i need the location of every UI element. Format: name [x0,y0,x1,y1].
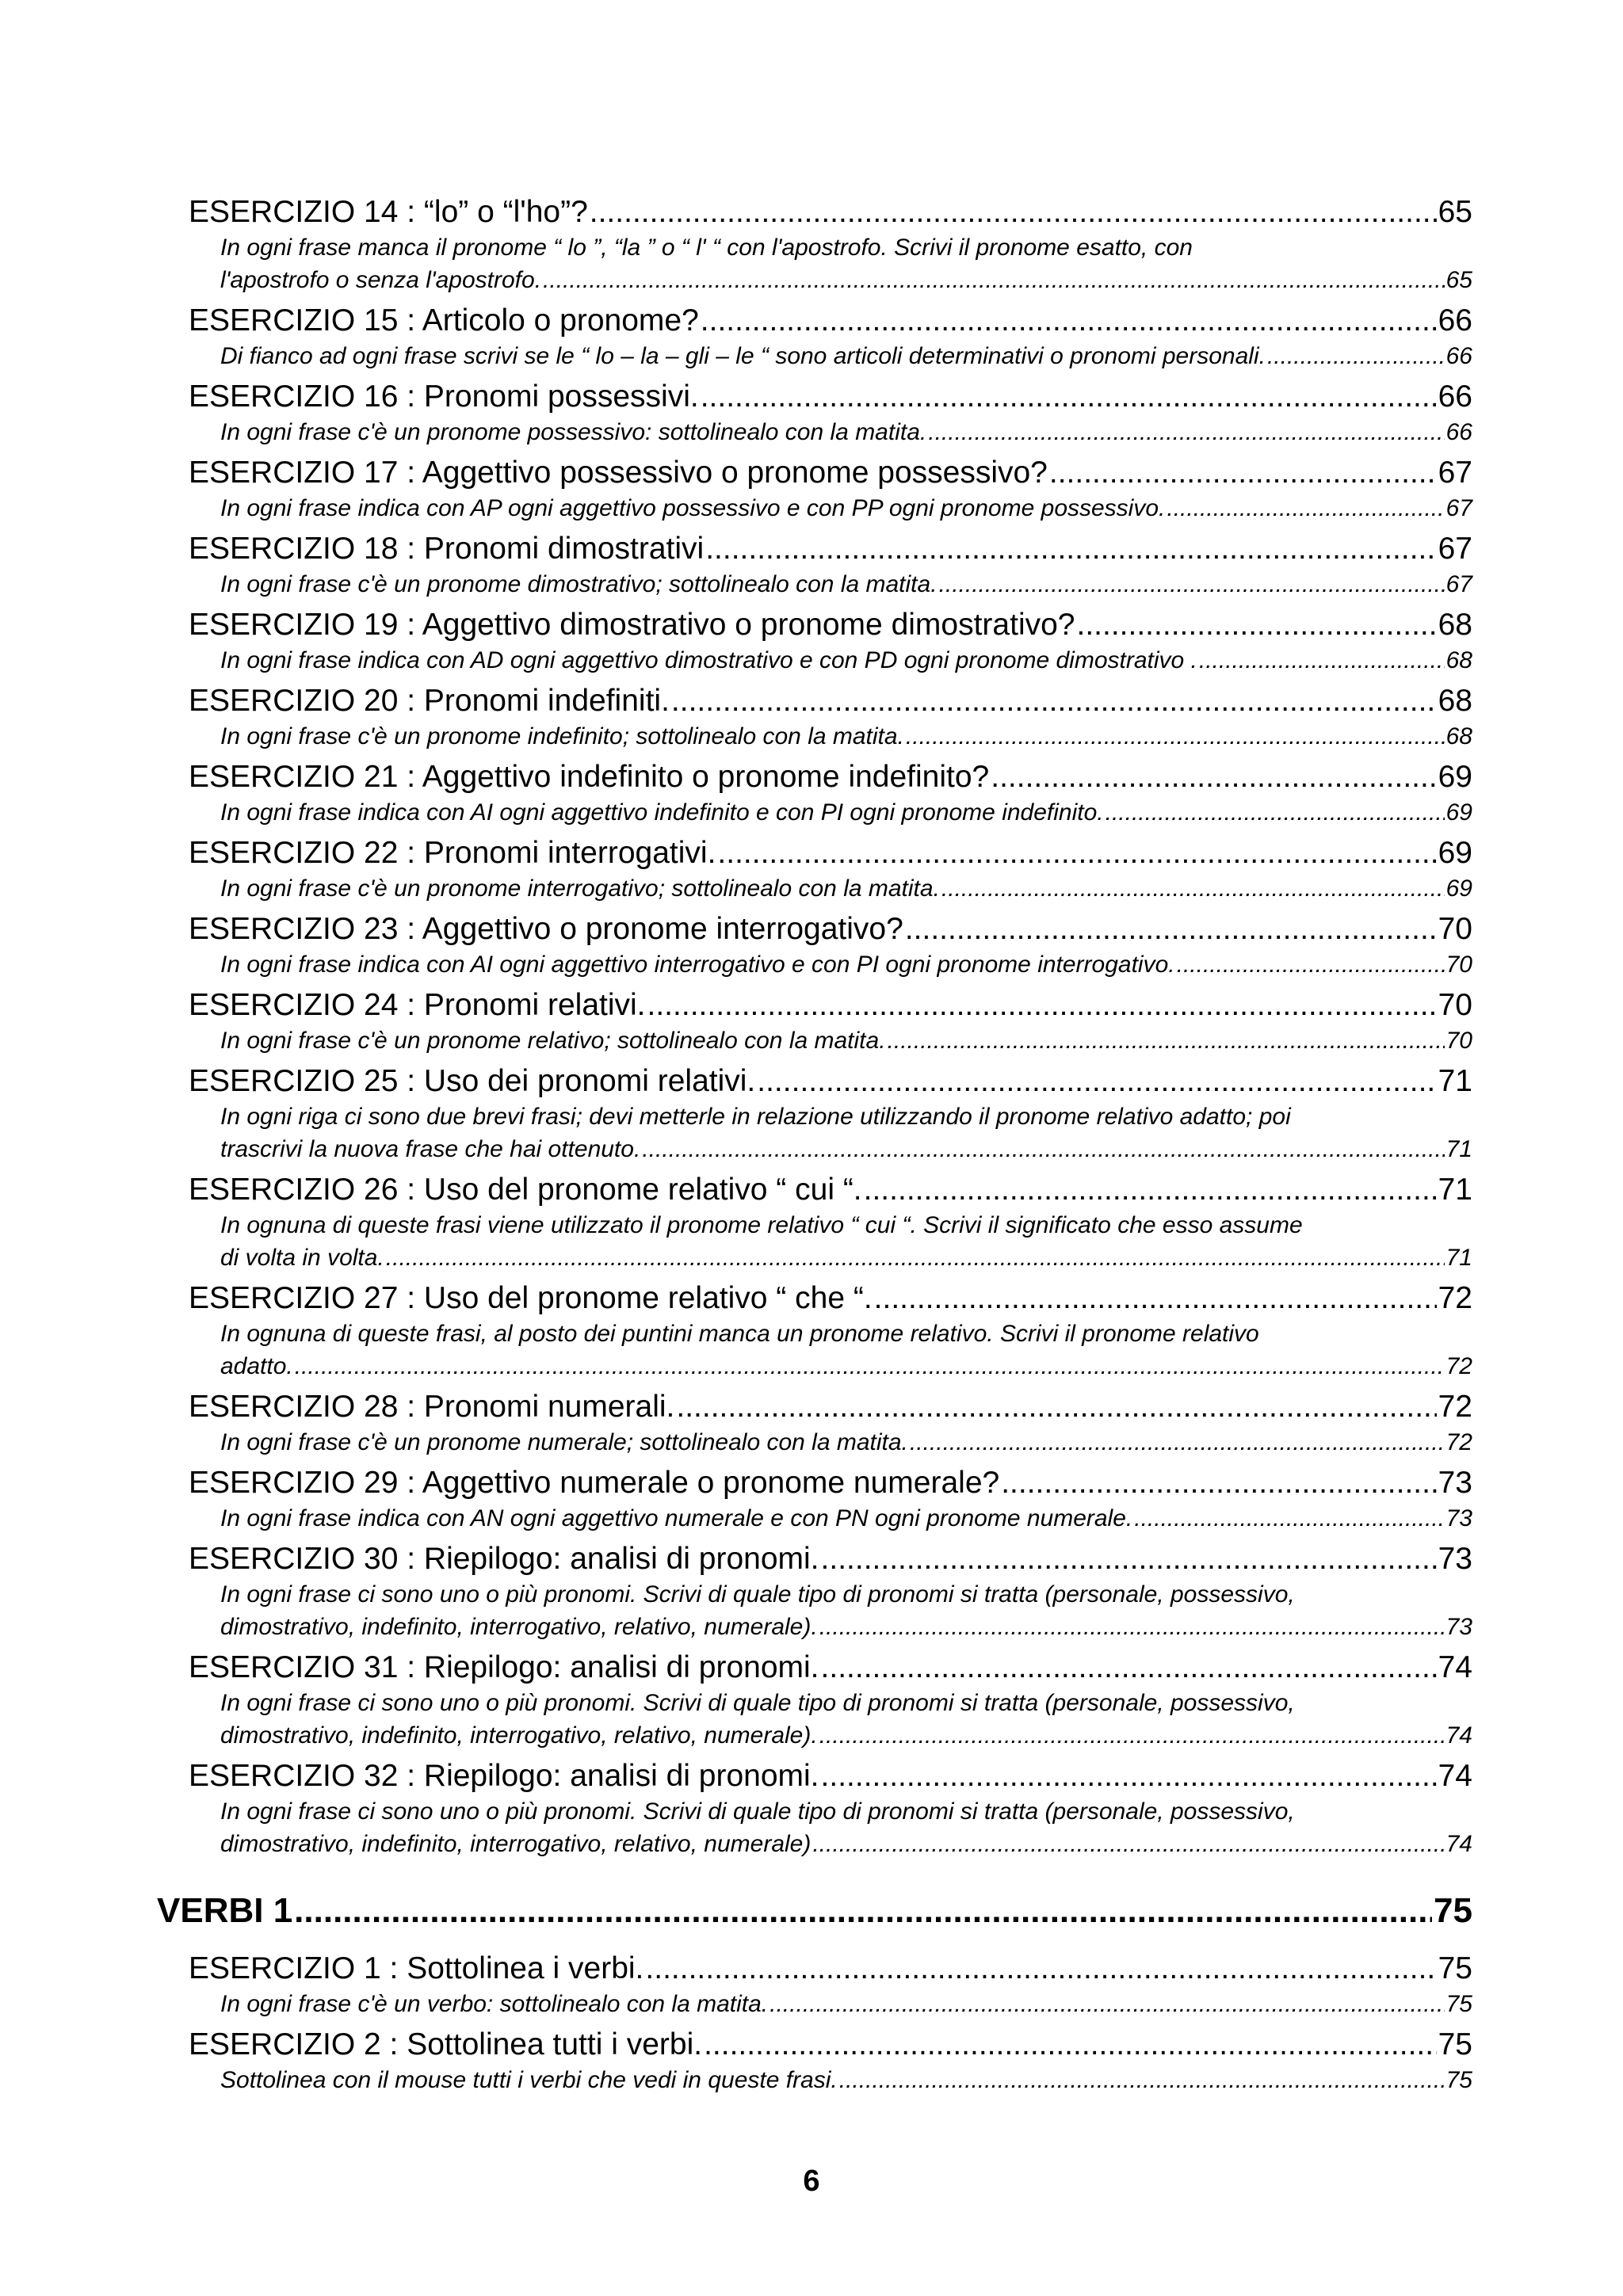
description-text: In ogni frase c'è un pronome numerale; sottolinealo con la matita. [220,1429,908,1455]
toc-entry [157,910,1472,981]
toc-entry-title-line[interactable] [157,986,1472,1024]
dot-leader [386,1241,1445,1274]
description-page: 72 [1445,1353,1472,1379]
toc-entry [157,2025,1472,2096]
entry-title: ESERCIZIO 32 : Riepilogo: analisi di pronomi. [189,1759,819,1793]
description-last-line [220,1611,1472,1643]
dot-leader [676,1387,1436,1426]
description-text: Di fianco ad ogni frase scrivi se le “ lo – la – gli – le “ sono articoli determinativi o pronomi personali. [220,343,1266,369]
toc-entry [157,605,1472,677]
entry-page: 70 [1438,988,1472,1022]
toc-entry-description[interactable] [157,1988,1472,2020]
description-last-line [220,492,1472,524]
description-last-line [220,1426,1472,1459]
dot-leader [701,301,1437,340]
description-text: trascrivi la nuova frase che hai ottenuto. [220,1136,641,1162]
description-page: 67 [1445,495,1472,521]
toc-entry-title-line[interactable] [157,1949,1472,1988]
description-page: 68 [1445,723,1472,749]
table-of-contents [157,193,1472,2101]
description-page: 75 [1445,1991,1472,2017]
description-last-line [220,1502,1472,1535]
toc-entry [157,757,1472,829]
description-line: In ognuna di queste frasi viene utilizzato il pronome relativo “ cui “. Scrivi il significato che esso assume [220,1212,1303,1238]
toc-entry-description[interactable] [157,1100,1472,1165]
entry-page: 70 [1438,912,1472,946]
toc-entry-title-line[interactable] [157,1387,1472,1426]
description-page: 70 [1445,1028,1472,1054]
toc-entry [157,1279,1472,1383]
dot-leader [717,833,1436,872]
toc-entry-title-line[interactable] [157,1756,1472,1795]
description-text: In ogni frase c'è un pronome interrogativo; sottolinealo con la matita. [220,875,940,902]
toc-entry-title-line[interactable] [157,529,1472,568]
toc-entries [157,193,1472,1860]
toc-entry-title-line[interactable] [157,833,1472,872]
entry-page: 65 [1438,195,1472,229]
description-page: 67 [1445,571,1472,597]
dot-leader [906,720,1445,753]
toc-section-heading[interactable] [157,1889,1472,1933]
description-page: 66 [1445,419,1472,445]
dot-leader [705,529,1436,568]
toc-entry [157,301,1472,372]
toc-entry [157,453,1472,524]
entry-title: ESERCIZIO 21 : Aggettivo indefinito o pronome indefinito? [189,760,990,794]
description-page: 71 [1445,1245,1472,1271]
entry-title: ESERCIZIO 23 : Aggettivo o pronome interrogativo? [189,912,903,946]
description-text: In ogni frase c'è un pronome relativo; sottolinealo con la matita. [220,1028,886,1054]
toc-entry-description[interactable] [157,872,1472,905]
description-page: 71 [1445,1136,1472,1162]
description-last-line [220,1241,1472,1274]
toc-entry-description[interactable] [157,2064,1472,2096]
description-last-line [220,644,1472,677]
toc-entry [157,529,1472,601]
dot-leader [543,264,1445,296]
description-text: In ogni frase c'è un pronome possessivo: sottolinealo con la matita. [220,419,927,445]
entry-title: ESERCIZIO 22 : Pronomi interrogativi. [189,836,716,870]
toc-entry [157,377,1472,448]
description-line: In ogni frase ci sono uno o più pronomi. Scrivi di quale tipo di pronomi si tratta (personale, possessivo, [220,1798,1295,1825]
toc-entry [157,1170,1472,1274]
description-page: 66 [1445,343,1472,369]
description-page: 70 [1445,952,1472,978]
entry-title: ESERCIZIO 24 : Pronomi relativi. [189,988,646,1022]
description-text: In ogni frase indica con AI ogni aggettivo interrogativo e con PI ogni pronome interrogativo. [220,952,1175,978]
toc-entry-title-line[interactable] [157,377,1472,416]
entry-page: 67 [1438,456,1472,490]
description-line: In ogni riga ci sono due brevi frasi; devi metterle in relazione utilizzando il pronome relativo adatto; poi [220,1104,1291,1130]
entry-page: 69 [1438,836,1472,870]
entry-page: 74 [1438,1759,1472,1793]
dot-leader [590,193,1437,231]
dot-leader [821,1756,1437,1795]
entry-title: ESERCIZIO 17 : Aggettivo possessivo o pronome possessivo? [189,456,1048,490]
entry-title: ESERCIZIO 15 : Articolo o pronome? [189,303,699,338]
toc-entry-title-line[interactable] [157,1648,1472,1687]
dot-leader [1001,1463,1436,1502]
entry-title: ESERCIZIO 19 : Aggettivo dimostrativo o pronome dimostrativo? [189,608,1075,642]
description-text: In ogni frase c'è un verbo: sottolinealo con la matita. [220,1991,769,2017]
description-last-line [220,264,1472,296]
entry-page: 68 [1438,684,1472,718]
entry-title: ESERCIZIO 18 : Pronomi dimostrativi [189,532,705,566]
description-last-line [220,2064,1472,2096]
description-page: 75 [1445,2067,1472,2093]
description-text: In ogni frase indica con AP ogni aggettivo possessivo e con PP ogni pronome possessivo. [220,495,1166,521]
description-page: 74 [1445,1722,1472,1749]
toc-entry-title-line[interactable] [157,1170,1472,1209]
toc-entry-description[interactable] [157,231,1472,296]
toc-entry-description[interactable] [157,720,1472,753]
dot-leader [704,2025,1437,2064]
toc-entry [157,986,1472,1057]
description-last-line [220,1133,1472,1165]
description-page: 69 [1445,799,1472,826]
dot-leader [819,1719,1445,1752]
description-text: In ogni frase c'è un pronome dimostrativo; sottolinealo con la matita. [220,571,938,597]
description-text: dimostrativo, indefinito, interrogativo, relativo, numerale) [220,1831,812,1857]
dot-leader [1199,644,1445,677]
description-line: In ogni frase ci sono uno o più pronomi. Scrivi di quale tipo di pronomi si tratta (personale, possessivo, [220,1581,1295,1608]
description-page: 69 [1445,875,1472,902]
toc-entry-title-line[interactable] [157,757,1472,796]
toc-entry-description[interactable] [157,1426,1472,1459]
entry-page: 73 [1438,1466,1472,1500]
description-last-line [220,568,1472,601]
description-line: In ogni frase manca il pronome “ lo ”, “la ” o “ l' “ con l'apostrofo. Scrivi il pronome esatto, con [220,235,1193,261]
dot-leader [928,416,1444,448]
dot-leader [295,1350,1445,1383]
description-text: dimostrativo, indefinito, interrogativo, relativo, numerale). [220,1722,818,1749]
toc-entry-description[interactable] [157,1502,1472,1535]
dot-leader [1177,948,1445,981]
entry-page: 71 [1438,1064,1472,1098]
entry-title: ESERCIZIO 14 : “lo” o “l'ho”? [189,195,588,229]
toc-entry-description[interactable] [157,796,1472,829]
description-text: Sottolinea con il mouse tutti i verbi che vedi in queste frasi. [220,2067,838,2093]
dot-leader [1106,796,1445,829]
toc-entry-description[interactable] [157,568,1472,601]
entry-title: ESERCIZIO 27 : Uso del pronome relativo “ che “. [189,1281,873,1315]
description-text: In ogni frase indica con AI ogni aggettivo indefinito e con PI ogni pronome indefinito. [220,799,1104,826]
dot-leader [821,1648,1437,1687]
description-text: l'apostrofo o senza l'apostrofo. [220,267,542,293]
section-title: VERBI 1 [157,1891,293,1930]
description-page: 73 [1445,1614,1472,1640]
description-line: In ognuna di queste frasi, al posto dei puntini manca un pronome relativo. Scrivi il pronome relativo [220,1321,1259,1347]
dot-leader [645,1949,1436,1988]
description-page: 68 [1445,647,1472,673]
dot-leader [294,1889,1432,1933]
description-last-line [220,340,1472,372]
description-text: dimostrativo, indefinito, interrogativo, relativo, numerale). [220,1614,818,1640]
dot-leader [1134,1502,1444,1535]
entry-title: ESERCIZIO 31 : Riepilogo: analisi di pronomi. [189,1650,819,1684]
description-text: In ogni frase c'è un pronome indefinito; sottolinealo con la matita. [220,723,904,749]
dot-leader [757,1062,1436,1100]
dot-leader [819,1611,1445,1643]
dot-leader [1267,340,1445,372]
toc-entry-description[interactable] [157,644,1472,677]
dot-leader [821,1539,1437,1578]
entry-title: ESERCIZIO 2 : Sottolinea tutti i verbi. [189,2027,703,2061]
toc-entry-description[interactable] [157,1209,1472,1274]
toc-entry-title-line[interactable] [157,681,1472,720]
dot-leader [874,1279,1437,1318]
entry-page: 75 [1438,1951,1472,1985]
description-text: In ogni frase indica con AN ogni aggettivo numerale e con PN ogni pronome numerale. [220,1505,1133,1531]
entry-page: 68 [1438,608,1472,642]
dot-leader [642,1133,1444,1165]
entry-page: 66 [1438,303,1472,338]
toc-section-entries [157,1949,1472,2096]
description-text: In ogni frase indica con AD ogni aggettivo dimostrativo e con PD ogni pronome dimostrativo . [220,647,1197,673]
description-last-line [220,948,1472,981]
description-last-line [220,872,1472,905]
toc-entry-title-line[interactable] [157,2025,1472,2064]
dot-leader [1049,453,1437,492]
toc-entry-description[interactable] [157,416,1472,448]
description-last-line [220,1024,1472,1057]
dot-leader [647,986,1437,1024]
toc-entry [157,1949,1472,2020]
toc-entry [157,1387,1472,1459]
toc-entry-title-line[interactable] [157,193,1472,231]
toc-entry-description[interactable] [157,1687,1472,1752]
toc-entry-title-line[interactable] [157,1463,1472,1502]
toc-entry-title-line[interactable] [157,453,1472,492]
entry-title: ESERCIZIO 1 : Sottolinea i verbi. [189,1951,644,1985]
toc-entry [157,1539,1472,1643]
toc-entry-description[interactable] [157,492,1472,524]
entry-title: ESERCIZIO 29 : Aggettivo numerale o pronome numerale? [189,1466,1000,1500]
dot-leader [864,1170,1437,1209]
page-number: 6 [803,2164,820,2198]
toc-entry-description[interactable] [157,1578,1472,1643]
description-last-line [220,416,1472,448]
description-last-line [220,796,1472,829]
dot-leader [941,872,1445,905]
entry-page: 74 [1438,1650,1472,1684]
description-page: 73 [1445,1505,1472,1531]
description-page: 72 [1445,1429,1472,1455]
description-last-line [220,1719,1472,1752]
entry-title: ESERCIZIO 26 : Uso del pronome relativo “ cui “. [189,1173,862,1207]
entry-page: 67 [1438,532,1472,566]
toc-entry-title-line[interactable] [157,1539,1472,1578]
entry-page: 75 [1438,2027,1472,2061]
description-last-line [220,720,1472,753]
dot-leader [701,377,1437,416]
toc-entry [157,681,1472,753]
entry-title: ESERCIZIO 28 : Pronomi numerali. [189,1390,675,1424]
entry-title: ESERCIZIO 30 : Riepilogo: analisi di pronomi. [189,1542,819,1576]
toc-entry-title-line[interactable] [157,1279,1472,1318]
toc-entry [157,833,1472,905]
toc-entry-title-line[interactable] [157,910,1472,948]
description-text: adatto. [220,1353,293,1379]
dot-leader [991,757,1436,796]
toc-entry-description[interactable] [157,1318,1472,1383]
toc-entry-description[interactable] [157,1024,1472,1057]
entry-page: 73 [1438,1542,1472,1576]
description-text: di volta in volta. [220,1245,384,1271]
toc-entry [157,193,1472,296]
dot-leader [939,568,1445,601]
dot-leader [905,910,1437,948]
entry-page: 71 [1438,1173,1472,1207]
description-page: 65 [1445,267,1472,293]
entry-page: 72 [1438,1390,1472,1424]
entry-title: ESERCIZIO 20 : Pronomi indefiniti. [189,684,670,718]
entry-page: 72 [1438,1281,1472,1315]
toc-entry-description[interactable] [157,948,1472,981]
description-last-line [220,1350,1472,1383]
dot-leader [839,2064,1445,2096]
toc-entry [157,1648,1472,1752]
description-last-line [220,1828,1472,1860]
dot-leader [1077,605,1437,644]
dot-leader [769,1988,1444,2020]
toc-entry-title-line[interactable] [157,301,1472,340]
toc-entry-title-line[interactable] [157,605,1472,644]
toc-entry [157,1463,1472,1535]
toc-entry [157,1756,1472,1860]
entry-page: 69 [1438,760,1472,794]
description-line: In ogni frase ci sono uno o più pronomi. Scrivi di quale tipo di pronomi si tratta (personale, possessivo, [220,1690,1295,1716]
description-page: 74 [1445,1831,1472,1857]
toc-entry [157,1062,1472,1165]
dot-leader [812,1828,1444,1860]
entry-page: 66 [1438,379,1472,414]
dot-leader [888,1024,1445,1057]
entry-title: ESERCIZIO 25 : Uso dei pronomi relativi. [189,1064,756,1098]
dot-leader [671,681,1437,720]
description-last-line [220,1988,1472,2020]
toc-entry-title-line[interactable] [157,1062,1472,1100]
dot-leader [1167,492,1444,524]
toc-entry-description[interactable] [157,1795,1472,1860]
toc-entry-description[interactable] [157,340,1472,372]
entry-title: ESERCIZIO 16 : Pronomi possessivi. [189,379,699,414]
section-page: 75 [1434,1891,1472,1930]
dot-leader [910,1426,1445,1459]
